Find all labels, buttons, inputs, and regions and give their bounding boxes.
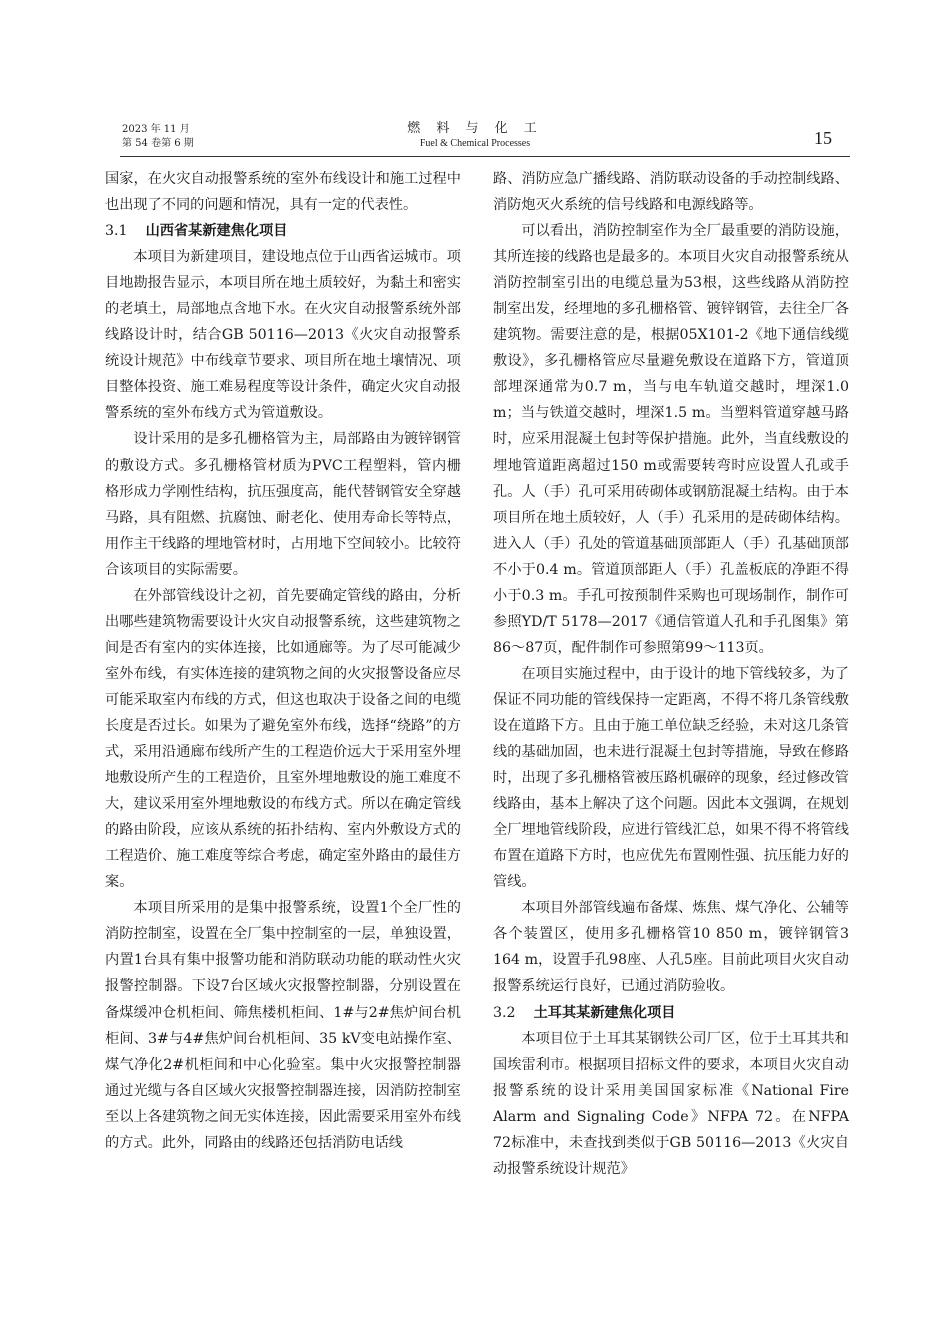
section-number: 3.1 [105,223,128,240]
journal-title-cn: 燃 料 与 化 工 [407,121,543,136]
journal-title-en: Fuel & Chemical Processes [419,138,531,149]
issue-date: 2023 年 11 月 [122,124,190,135]
running-header-left [122,123,194,151]
section-title: 土耳其某新建焦化项目 [533,1004,676,1021]
paragraph: 本项目外部管线遍布备煤、炼焦、煤气净化、公辅等各个装置区，使用多孔栅格管10 850 m，镀锌钢管3 164 m，设置手孔98座、人孔5座。目前此项目火灾自动报警系统运行良好，已通过消防验收。 [493,900,849,995]
section-heading-3-2 [493,1000,849,1026]
header-rule [120,156,850,157]
left-column [105,166,461,1156]
paragraph: 本项目位于土耳其某钢铁公司厂区，位于土耳其共和国埃雷利市。根据项目招标文件的要求，本项目火灾自动报警系统的设计采用美国国家标准《National Fire Alarm and Signaling Code》NFPA 72。在NFPA 72标准中，未查找到类似于GB 50116—2013《火灾自动报警系统设计规范》 [493,1030,849,1177]
section-number: 3.2 [493,1004,516,1021]
section-title: 山西省某新建焦化项目 [145,223,288,240]
paragraph: 本项目为新建项目，建设地点位于山西省运城市。项目地勘报告显示，本项目所在地土质较好，为黏土和密实的老填土，局部地点含地下水。在火灾自动报警系统外部线路设计时，结合GB 50116—2013《火灾自动报警系统设计规范》中布线章节要求、项目所在地土壤情况、项目整体投资、施工难易程度等设计条件，确定火灾自动报警系统的室外布线方式为管道敷设。 [105,249,461,422]
paragraph: 可以看出，消防控制室作为全厂最重要的消防设施，其所连接的线路也是最多的。本项目火灾自动报警系统从消防控制室引出的电缆总量为53根，这些线路从消防控制室出发，经埋地的多孔栅格管、镀锌钢管，去往全厂各建筑物。需要注意的是，根据05X101-2《地下通信线缆敷设》，多孔栅格管应尽量避免敷设在道路下方，管道顶部埋深通常为0.7 m，当与电车轨道交越时，埋深1.0 m；当与铁道交越时，埋深1.5 m。当塑料管道穿越马路时，应采用混凝土包封等保护措施。此外，当直线敷设的埋地管道距离超过150 m或需要转弯时应设置人孔或手孔。人（手）孔可采用砖砌体或钢筋混凝土结构。由于本项目所在地土质较好，人（手）孔采用的是砖砌体结构。进入人（手）孔处的管道基础顶部距人（手）孔基础顶部不小于0.4 m。管道顶部距人（手）孔盖板底的净距不得小于0.3 m。手孔可按预制件采购也可现场制作，制作可参照YD/T 5178—2017《通信管道人孔和手孔图集》第86～87页，配件制作可参照第99～113页。 [493,223,849,656]
paragraph: 在项目实施过程中，由于设计的地下管线较多，为了保证不同功能的管线保持一定距离，不得不将几条管线敷设在道路下方。且由于施工单位缺乏经验，未对这几条管线的基础加固，也未进行混凝土包封等措施，导致在修路时，出现了多孔栅格管被压路机碾碎的现象，经过修改管线路由，基本上解决了这个问题。因此本文强调，在规划全厂埋地管线阶段，应进行管线汇总，如果不得不将管线布置在道路下方时，也应优先布置刚性强、抗压能力好的管线。 [493,665,849,891]
section-heading-3-1 [105,218,461,244]
page-number: 15 [814,128,832,148]
paragraph: 本项目所采用的是集中报警系统，设置1个全厂性的消防控制室，设置在全厂集中控制室的一层，单独设置，内置1台具有集中报警功能和消防联动功能的联动性火灾报警控制器。下设7台区域火灾报警控制器，分别设置在备煤缓冲仓机柜间、筛焦楼机柜间、1#与2#焦炉间台机柜间、3#与4#焦炉间台机柜间、35 kV变电站操作室、煤气净化2#机柜间和中心化验室。集中火灾报警控制器通过光缆与各自区域火灾报警控制器连接，因消防控制室至以上各建筑物之间无实体连接，因此需要采用室外布线的方式。此外，同路由的线路还包括消防电话线 [105,900,461,1151]
paragraph-continued: 国家，在火灾自动报警系统的室外布线设计和施工过程中也出现了不同的问题和情况，具有一定的代表性。 [105,171,461,214]
paragraph-continued: 路、消防应急广播线路、消防联动设备的手动控制线路、消防炮灭火系统的信号线路和电源线路等。 [493,171,849,214]
right-column [493,166,849,1182]
paragraph: 在外部管线设计之初，首先要确定管线的路由，分析出哪些建筑物需要设计火灾自动报警系统，这些建筑物之间是否有室内的实体连接，比如通廊等。为了尽可能减少室外布线，有实体连接的建筑物之间的火灾报警设备应尽可能采取室内布线的方式，但这也取决于设备之间的电缆长度是否过长。如果为了避免室外布线，选择“绕路”的方式，采用沿通廊布线所产生的工程造价远大于采用室外埋地敷设所产生的工程造价，且室外埋地敷设的施工难度不大，建议采用室外埋地敷设的布线方式。所以在确定管线的路由阶段，应该从系统的拓扑结构、室内外敷设方式的工程造价、施工难度等综合考虑，确定室外路由的最佳方案。 [105,587,461,891]
running-header-journal [350,121,600,150]
paragraph: 设计采用的是多孔栅格管为主，局部路由为镀锌钢管的敷设方式。多孔栅格管材质为PVC工程塑料，管内栅格形成力学刚性结构，抗压强度高，能代替钢管安全穿越马路，具有阻燃、抗腐蚀、耐老化、使用寿命长等特点，用作主干线路的埋地管材时，占用地下空间较小。比较符合该项目的实际需要。 [105,431,461,578]
volume-issue: 第 54 卷第 6 期 [122,138,194,149]
